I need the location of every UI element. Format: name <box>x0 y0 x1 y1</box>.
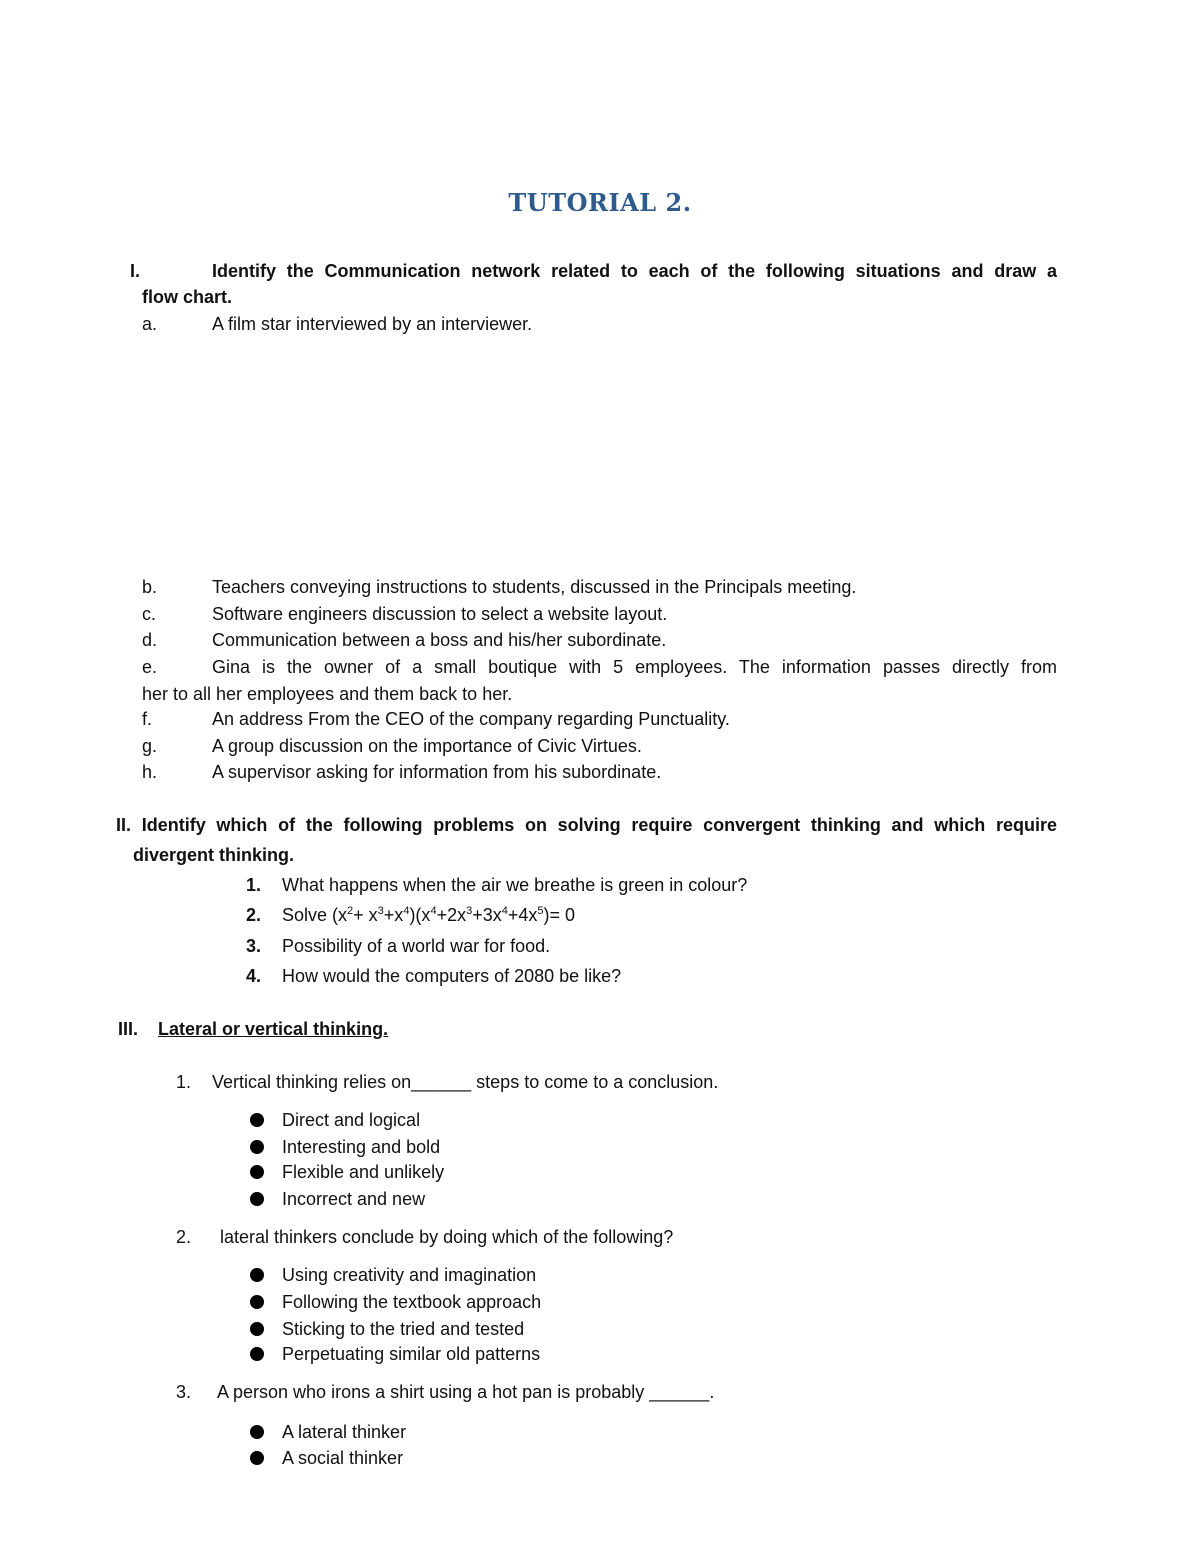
section3-numeral: III. <box>118 1019 139 1039</box>
bullet-icon <box>250 1140 264 1154</box>
item-h-text: A supervisor asking for information from his subordinate. <box>212 762 662 782</box>
option-1a: Direct and logical <box>282 1110 421 1130</box>
problem-1-text: What happens when the air we breathe is green in colour? <box>282 875 748 895</box>
question-3-text: A person who irons a shirt using a hot pan is probably ______. <box>217 1382 715 1402</box>
section2-heading-line2: divergent thinking. <box>133 845 295 865</box>
question-3-number: 3. <box>176 1382 192 1402</box>
item-g-letter: g. <box>142 736 158 756</box>
bullet-icon <box>250 1295 264 1309</box>
problem-4-text: How would the computers of 2080 be like? <box>282 966 622 986</box>
item-f-text: An address From the CEO of the company regarding Punctuality. <box>212 709 730 729</box>
problem-1-number: 1. <box>246 875 262 895</box>
equation-term: +3x <box>472 905 502 925</box>
page-title: TUTORIAL 2. <box>508 188 692 217</box>
problem-3-text: Possibility of a world war for food. <box>282 936 551 956</box>
exponent: 4 <box>501 905 508 917</box>
item-b-letter: b. <box>142 577 158 597</box>
option-2b: Following the textbook approach <box>282 1292 542 1312</box>
section3-heading: Lateral or vertical thinking. <box>158 1019 389 1039</box>
exponent: 4 <box>403 905 410 917</box>
item-d-letter: d. <box>142 630 158 650</box>
option-1d: Incorrect and new <box>282 1189 426 1209</box>
exponent: 2 <box>347 905 354 917</box>
section2-heading-line1: II. Identify which of the following problems on solving require convergent thinking and which require <box>116 815 1057 835</box>
bullet-icon <box>250 1192 264 1206</box>
item-e-letter: e. <box>142 657 158 677</box>
item-b-text: Teachers conveying instructions to students, discussed in the Principals meeting. <box>212 577 857 597</box>
option-3a: A lateral thinker <box>282 1422 407 1442</box>
problem-2-equation <box>282 904 575 926</box>
item-e-continuation: her to all her employees and them back to her. <box>142 684 513 704</box>
exponent: 3 <box>377 905 384 917</box>
item-a-text: A film star interviewed by an interviewer. <box>212 314 533 334</box>
item-c-text: Software engineers discussion to select a website layout. <box>212 604 668 624</box>
question-1-number: 1. <box>176 1072 192 1092</box>
option-2d: Perpetuating similar old patterns <box>282 1344 541 1364</box>
section1-heading-line1: Identify the Communication network related to each of the following situations and draw a <box>212 261 1057 281</box>
option-2c: Sticking to the tried and tested <box>282 1319 525 1339</box>
equation-term: +2x <box>436 905 467 925</box>
item-f-letter: f. <box>142 709 153 729</box>
bullet-icon <box>250 1347 264 1361</box>
bullet-icon <box>250 1425 264 1439</box>
equation-term: )(x <box>409 905 431 925</box>
problem-4-number: 4. <box>246 966 262 986</box>
option-1c: Flexible and unlikely <box>282 1162 445 1182</box>
exponent: 3 <box>466 905 473 917</box>
problem-3-number: 3. <box>246 936 262 956</box>
equation-prefix: Solve (x <box>282 905 348 925</box>
problem-2-number: 2. <box>246 905 262 925</box>
item-g-text: A group discussion on the importance of Civic Virtues. <box>212 736 642 756</box>
item-a-letter: a. <box>142 314 158 334</box>
option-1b: Interesting and bold <box>282 1137 441 1157</box>
question-2-text: lateral thinkers conclude by doing which of the following? <box>220 1227 674 1247</box>
bullet-icon <box>250 1113 264 1127</box>
item-d-text: Communication between a boss and his/her subordinate. <box>212 630 667 650</box>
equation-term: )= 0 <box>543 905 576 925</box>
option-3b: A social thinker <box>282 1448 404 1468</box>
bullet-icon <box>250 1322 264 1336</box>
question-1-text: Vertical thinking relies on______ steps to come to a conclusion. <box>212 1072 719 1092</box>
option-2a: Using creativity and imagination <box>282 1265 537 1285</box>
bullet-icon <box>250 1268 264 1282</box>
question-2-number: 2. <box>176 1227 192 1247</box>
section1-numeral: I. <box>130 261 141 281</box>
equation-term: + x <box>353 905 378 925</box>
section1-heading-line2: flow chart. <box>142 287 233 307</box>
item-h-letter: h. <box>142 762 158 782</box>
bullet-icon <box>250 1451 264 1465</box>
equation-term: +4x <box>507 905 538 925</box>
exponent: 5 <box>537 905 544 917</box>
equation-term: +x <box>383 905 404 925</box>
exponent: 4 <box>430 905 437 917</box>
item-c-letter: c. <box>142 604 157 624</box>
bullet-icon <box>250 1165 264 1179</box>
item-e-text: Gina is the owner of a small boutique with 5 employees. The information passes directly from <box>212 657 1057 677</box>
